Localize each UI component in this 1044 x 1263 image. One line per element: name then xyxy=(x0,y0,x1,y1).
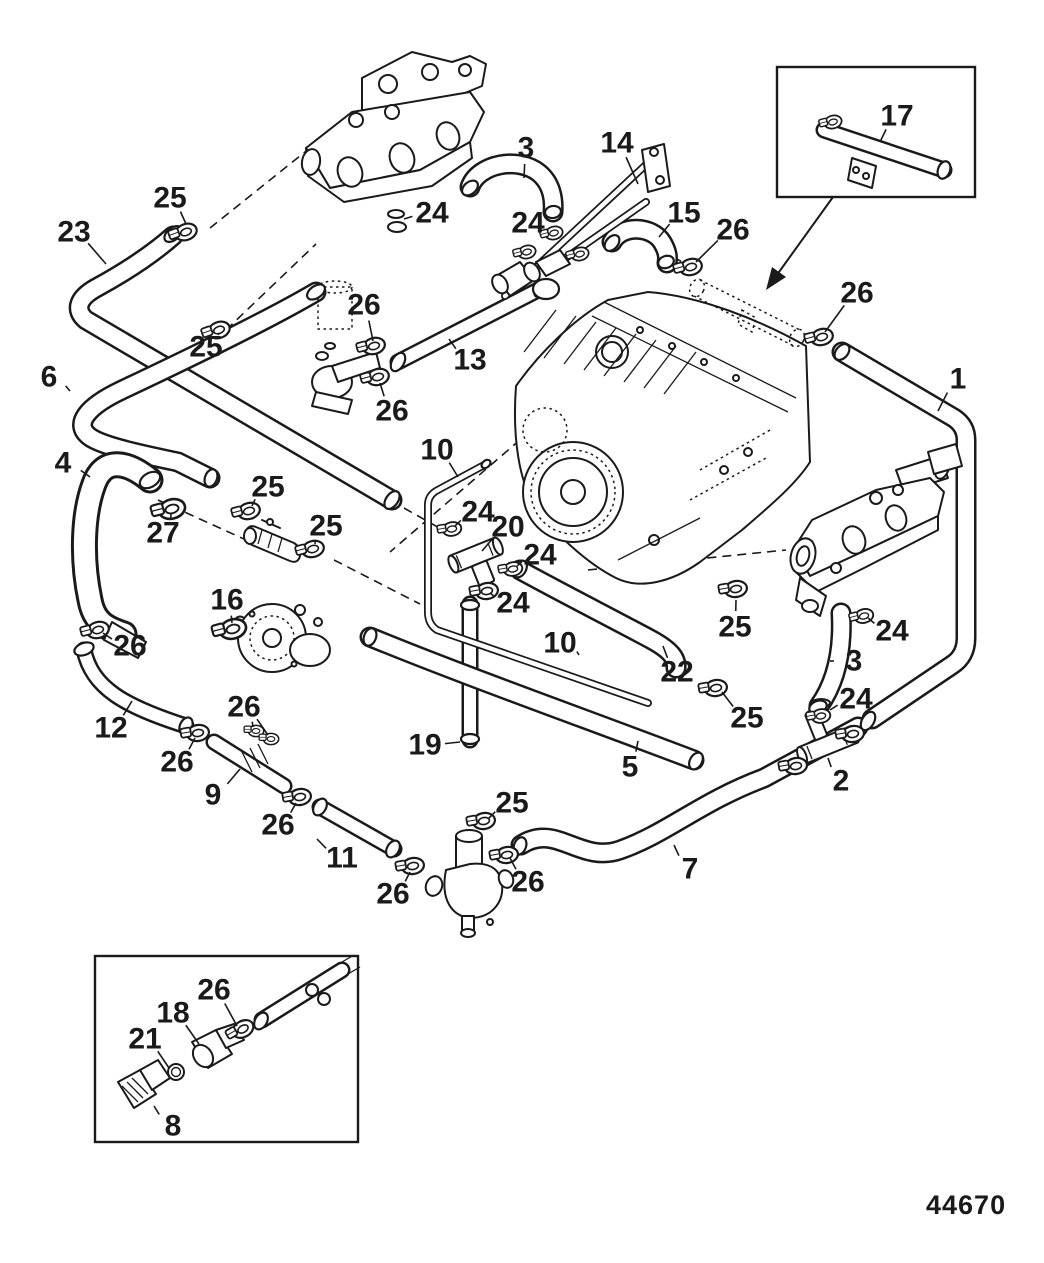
callout-24 xyxy=(517,539,557,572)
callout-18 xyxy=(156,997,199,1045)
callout-25 xyxy=(189,331,222,364)
svg-text:26: 26 xyxy=(347,288,381,322)
svg-text:6: 6 xyxy=(40,360,58,394)
callout-25 xyxy=(718,600,751,644)
svg-text:25: 25 xyxy=(495,786,529,820)
svg-text:24: 24 xyxy=(496,586,530,620)
svg-text:26: 26 xyxy=(160,745,194,779)
svg-text:3: 3 xyxy=(845,644,863,678)
svg-text:1: 1 xyxy=(949,362,967,396)
svg-text:26: 26 xyxy=(375,394,409,428)
svg-text:26: 26 xyxy=(113,629,147,663)
callout-labels xyxy=(41,100,967,1143)
callout-13 xyxy=(449,339,487,377)
callout-8 xyxy=(154,1106,181,1143)
svg-text:14: 14 xyxy=(600,126,634,160)
callout-1 xyxy=(938,363,966,412)
callout-25 xyxy=(722,692,764,735)
svg-text:13: 13 xyxy=(453,343,487,377)
svg-text:26: 26 xyxy=(227,690,261,724)
svg-text:24: 24 xyxy=(523,538,557,572)
svg-text:23: 23 xyxy=(57,215,91,249)
svg-text:27: 27 xyxy=(146,516,180,550)
starboard-exhaust-manifold xyxy=(787,444,962,616)
svg-text:15: 15 xyxy=(667,196,701,230)
svg-text:26: 26 xyxy=(197,973,231,1007)
svg-text:17: 17 xyxy=(880,99,914,133)
sea-water-pump xyxy=(231,604,330,672)
svg-text:21: 21 xyxy=(128,1022,162,1056)
callout-26 xyxy=(376,872,410,911)
port-exhaust-manifold xyxy=(300,52,486,232)
svg-text:24: 24 xyxy=(415,196,449,230)
inset-box-pipe-17 xyxy=(777,67,975,197)
svg-text:10: 10 xyxy=(543,626,577,660)
svg-text:24: 24 xyxy=(461,495,495,529)
callout-25 xyxy=(153,182,186,225)
svg-text:25: 25 xyxy=(251,470,285,504)
svg-text:2: 2 xyxy=(832,764,850,798)
svg-text:26: 26 xyxy=(376,877,410,911)
callout-23 xyxy=(57,216,106,265)
callout-9 xyxy=(205,769,240,812)
svg-text:25: 25 xyxy=(153,181,187,215)
svg-text:18: 18 xyxy=(156,996,190,1030)
svg-text:4: 4 xyxy=(54,446,72,480)
callout-6 xyxy=(41,361,70,394)
callout-27 xyxy=(146,514,179,550)
svg-text:26: 26 xyxy=(840,276,874,310)
arrow-from-inset xyxy=(766,197,833,290)
callout-24 xyxy=(404,197,449,230)
callout-26 xyxy=(347,289,380,342)
callout-26 xyxy=(510,858,545,899)
callout-26 xyxy=(825,277,874,333)
callout-26 xyxy=(696,214,750,263)
svg-text:26: 26 xyxy=(261,808,295,842)
svg-text:12: 12 xyxy=(94,711,128,745)
callout-2 xyxy=(828,758,849,798)
svg-text:22: 22 xyxy=(660,655,694,689)
callout-17 xyxy=(880,100,914,143)
svg-text:25: 25 xyxy=(730,701,764,735)
callout-26 xyxy=(261,803,296,842)
svg-text:10: 10 xyxy=(420,433,454,467)
svg-text:25: 25 xyxy=(189,330,223,364)
svg-text:20: 20 xyxy=(491,510,525,544)
callout-11 xyxy=(317,839,358,875)
svg-text:11: 11 xyxy=(326,841,358,875)
callout-24 xyxy=(511,207,548,240)
callout-10 xyxy=(420,434,458,478)
svg-text:19: 19 xyxy=(408,728,442,762)
svg-text:9: 9 xyxy=(204,778,222,812)
svg-text:24: 24 xyxy=(875,614,909,648)
callout-24 xyxy=(455,496,495,529)
svg-text:26: 26 xyxy=(716,213,750,247)
engine-block xyxy=(515,292,810,584)
svg-text:25: 25 xyxy=(309,509,343,543)
callout-25 xyxy=(309,510,342,545)
svg-text:5: 5 xyxy=(621,750,639,784)
callout-26 xyxy=(160,738,195,779)
figure-part-number: 44670 xyxy=(926,1190,1007,1220)
callout-26 xyxy=(197,974,237,1027)
callout-26 xyxy=(375,383,408,428)
svg-text:8: 8 xyxy=(164,1109,182,1143)
svg-text:24: 24 xyxy=(839,682,873,716)
callout-7 xyxy=(674,845,698,886)
fuel-cooler xyxy=(244,519,300,562)
svg-text:7: 7 xyxy=(681,852,699,886)
callout-10 xyxy=(543,627,579,660)
svg-text:26: 26 xyxy=(511,865,545,899)
callout-25 xyxy=(251,471,284,507)
svg-text:24: 24 xyxy=(511,206,545,240)
thermostat-housing-lower xyxy=(423,830,516,937)
callout-25 xyxy=(489,787,529,820)
svg-text:16: 16 xyxy=(210,583,244,617)
callout-19 xyxy=(408,729,460,762)
callout-24 xyxy=(868,615,909,648)
callout-24 xyxy=(490,587,530,620)
svg-text:25: 25 xyxy=(718,610,752,644)
svg-text:3: 3 xyxy=(517,131,535,165)
